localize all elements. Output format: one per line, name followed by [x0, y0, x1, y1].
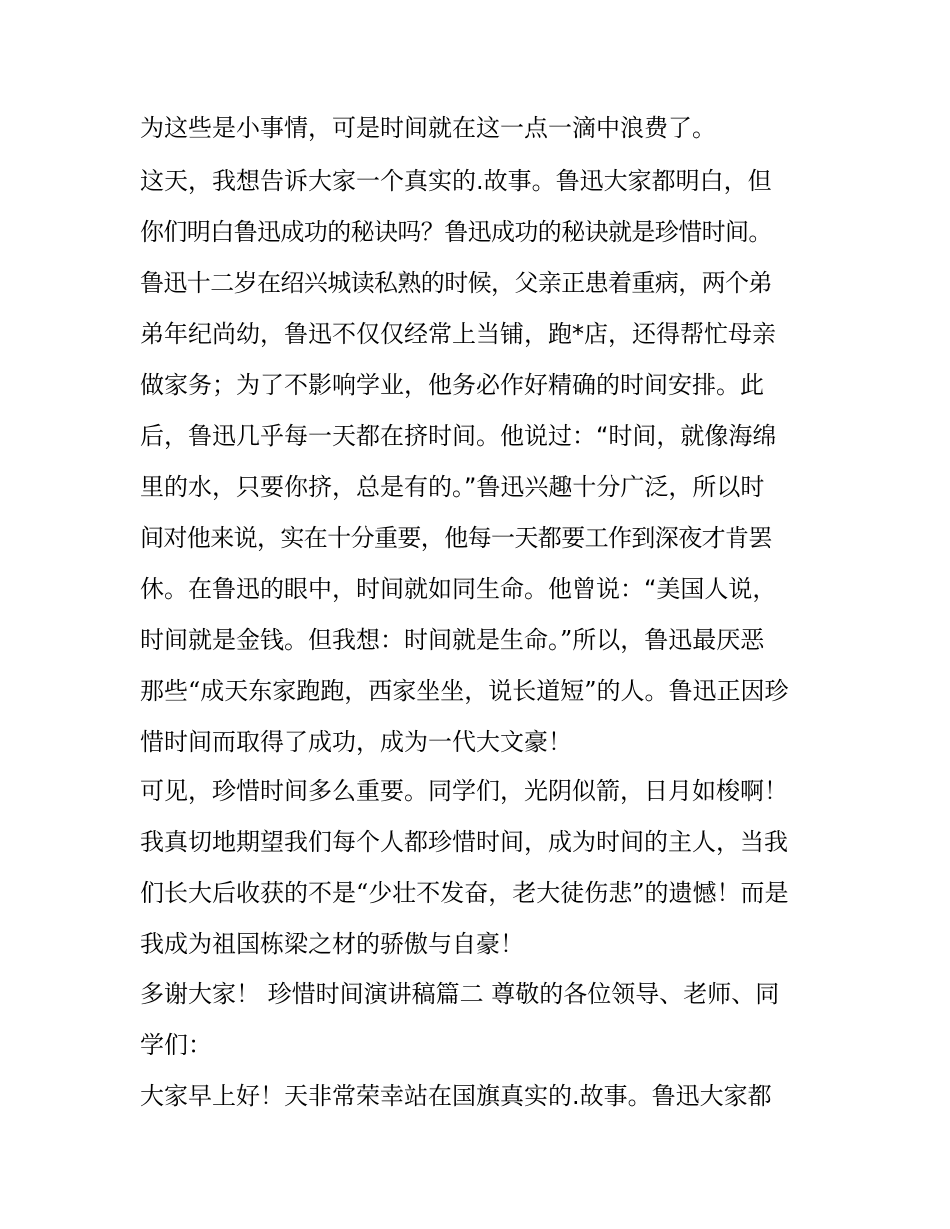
paragraph-line [140, 165, 772, 198]
paragraph-line [140, 978, 779, 1010]
text-segment: 我成为祖国栋梁之材的骄傲与自豪！ [140, 930, 524, 958]
paragraph-line [140, 216, 772, 248]
paragraph-line [140, 675, 789, 707]
paragraph-line [140, 471, 764, 503]
text-segment: 后，鲁迅几乎每一天都在挤时间。他说过：“时间，就像海绵 [140, 422, 777, 450]
paragraph-line [140, 826, 788, 858]
paragraph-line [140, 877, 789, 909]
text-segment: 多谢大家！ 珍惜时间演讲稿篇二 尊敬的各位领导、老师、同 [140, 980, 780, 1008]
paragraph-line [140, 726, 572, 758]
text-segment: 为这些是小事情，可是时间就在这一点一滴中浪费了。 [140, 114, 716, 142]
text-segment: 里的水，只要你挤，总是有的。”鲁迅兴趣十分广泛，所以时 [140, 473, 765, 501]
text-segment: 你们明白鲁迅成功的秘诀吗？鲁迅成功的秘诀就是珍惜时间。 [140, 218, 772, 246]
text-segment: 间对他来说，实在十分重要，他每一天都要工作到深夜才肯罢 [140, 524, 772, 552]
text-segment: .故事。鲁迅大家都 [572, 1082, 772, 1110]
paragraph-line [140, 928, 524, 960]
paragraph-line [140, 267, 772, 299]
text-segment: 学们： [140, 1031, 212, 1059]
paragraph-line [140, 624, 764, 656]
paragraph-line [140, 573, 776, 605]
paragraph-line [140, 1080, 772, 1113]
text-segment: 们长大后收获的不是“少壮不发奋，老大徒伤悲”的遗憾！而是 [140, 879, 789, 907]
text-segment: 那些“成天东家跑跑，西家坐坐，说长道短”的人。鲁迅正因珍 [140, 677, 789, 705]
text-segment: 时间就是金钱。但我想：时间就是生命。”所以，鲁迅最厌恶 [140, 626, 765, 654]
text-segment: 鲁迅十二岁在绍兴城读私熟的时候，父亲正患着重病，两个弟 [140, 269, 772, 297]
text-segment: 做家务；为了不影响学业，他务必作好精确的时间安排。此 [140, 371, 764, 399]
text-segment: 大家早上好！天非常荣幸站在国旗真实的 [140, 1082, 572, 1110]
paragraph-line [140, 1029, 212, 1061]
paragraph-line [140, 112, 716, 144]
text-segment: 休。在鲁迅的眼中，时间就如同生命。他曾说：“美国人说， [140, 575, 777, 603]
text-segment: 可见，珍惜时间多么重要。同学们，光阴似箭，日月如梭啊！ [140, 777, 788, 805]
paragraph-line [140, 522, 772, 554]
text-segment: .故事。鲁迅大家都明白，但 [476, 167, 772, 195]
paragraph-line [140, 318, 776, 350]
paragraph-line [140, 369, 764, 401]
paragraph-line [140, 420, 776, 452]
text-segment: 弟年纪尚幼，鲁迅不仅仅经常上当铺，跑*店，还得帮忙母亲 [140, 320, 776, 348]
text-segment: 我真切地期望我们每个人都珍惜时间，成为时间的主人，当我 [140, 828, 788, 856]
text-segment: 这天，我想告诉大家一个真实的 [140, 167, 476, 195]
text-segment: 惜时间而取得了成功，成为一代大文豪！ [140, 728, 572, 756]
paragraph-line [140, 775, 788, 807]
